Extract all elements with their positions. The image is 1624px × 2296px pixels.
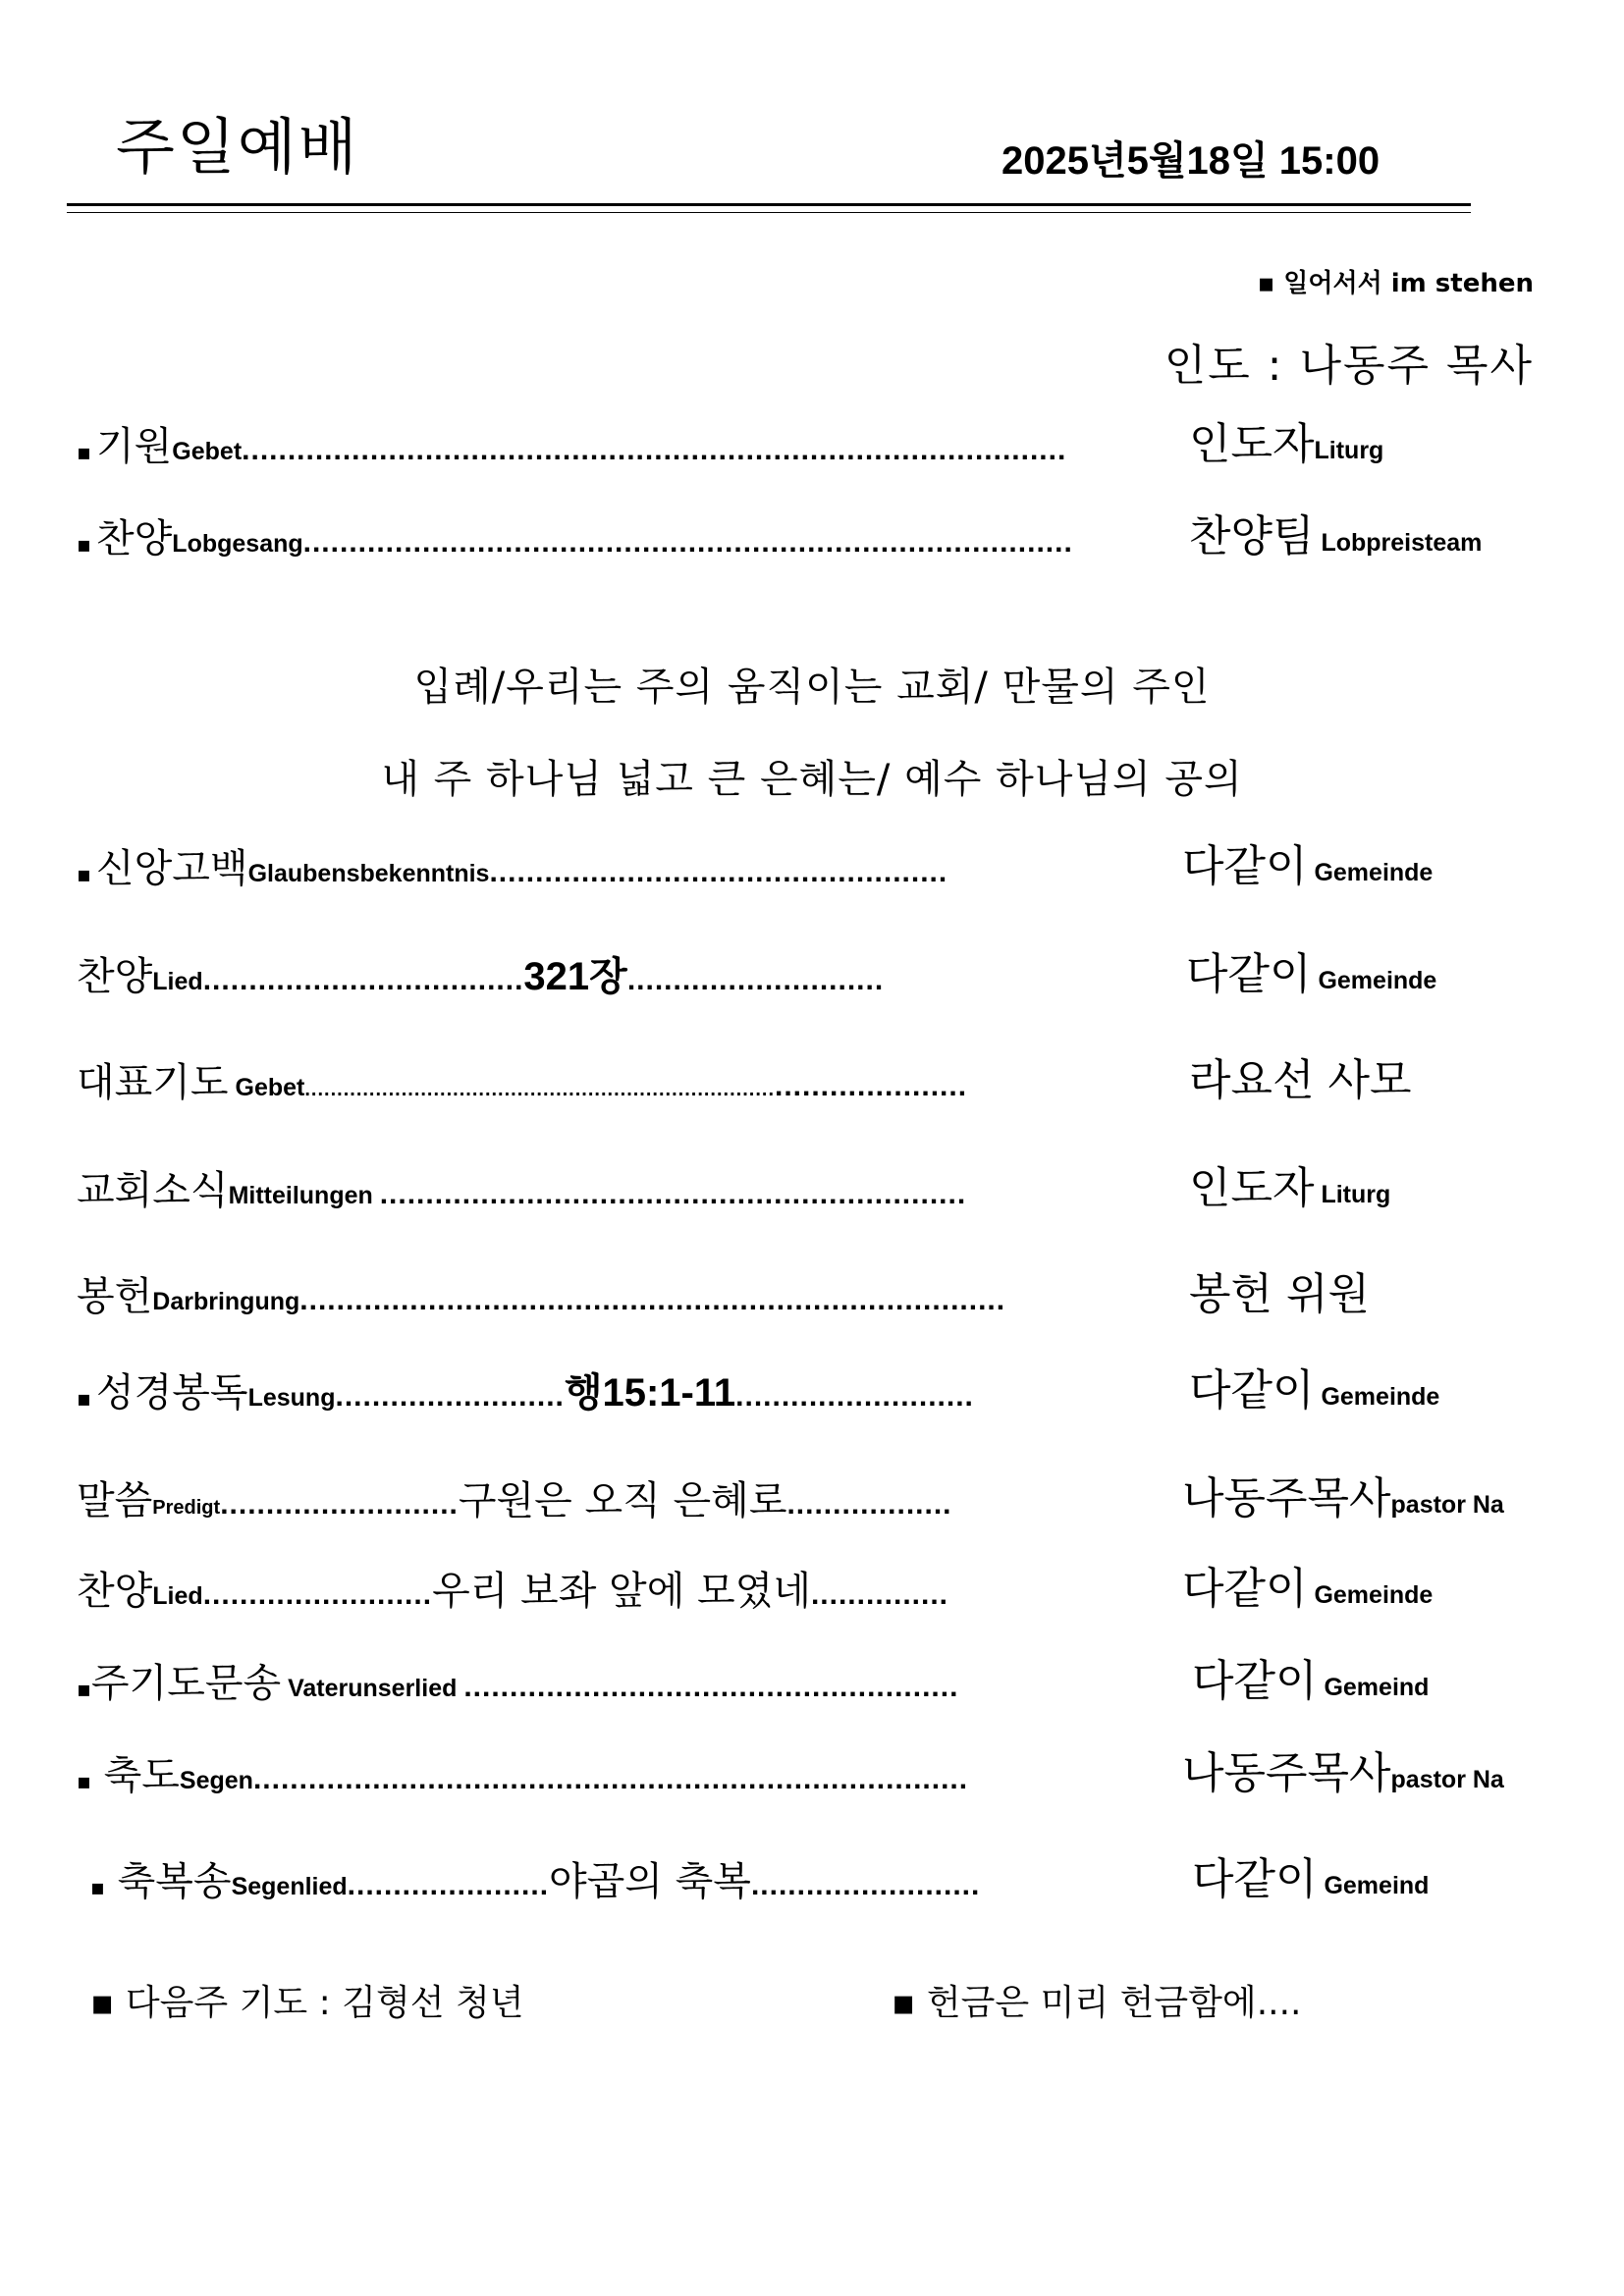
- item-responsible: 찬양팀 Lobpreisteam: [1189, 511, 1483, 561]
- order-item-creed: [77, 842, 1540, 901]
- item-responsible: 인도자Liturg: [1189, 419, 1384, 469]
- item-title: 말씀Predigt..........................구원은 오직 은혜로..................: [77, 1478, 952, 1523]
- item-title: 봉헌Darbringung.............................................................................: [77, 1274, 1006, 1319]
- item-title: 교회소식Mitteilungen ................................................................: [77, 1168, 967, 1213]
- item-responsible: 다같이 Gemeinde: [1189, 1365, 1440, 1415]
- order-item-praise: [77, 512, 1540, 571]
- item-title: ▪ 찬양Lobgesang....................................................................................: [77, 516, 1073, 561]
- item-responsible: 봉헌 위원: [1189, 1269, 1371, 1319]
- item-responsible: 라요선 사모: [1189, 1055, 1412, 1105]
- item-responsible: 다같이 Gemeind: [1192, 1854, 1430, 1904]
- item-title: 찬양Lied.........................우리 보좌 앞에 모였네...............: [77, 1569, 948, 1614]
- order-item-sermon: [77, 1474, 1540, 1533]
- order-item-hymn-2: [77, 1565, 1540, 1624]
- item-responsible: 나동주목사pastor Na: [1182, 1473, 1504, 1523]
- item-title: 대표기도 Gebet..............................................................................................: [77, 1060, 968, 1105]
- order-item-prayer: [77, 1056, 1540, 1115]
- service-date: 2025년5월18일 15:00: [1001, 139, 1380, 183]
- order-item-announcements: [77, 1164, 1540, 1223]
- item-title: ▪ 성경봉독Lesung.........................행15:1-11..........................: [77, 1370, 974, 1415]
- offering-note: ▪ 헌금은 미리 헌금함에....: [892, 1983, 1302, 2023]
- order-item-lords-prayer: [77, 1657, 1540, 1716]
- order-item-benediction: [77, 1749, 1540, 1808]
- page-title: 주일예배: [116, 111, 359, 183]
- order-item-hymn: [77, 950, 1540, 1009]
- order-item-reading: [77, 1366, 1540, 1425]
- item-responsible: 나동주목사pastor Na: [1182, 1748, 1504, 1798]
- order-item-invocation: [77, 420, 1540, 479]
- order-item-offering: [77, 1270, 1540, 1329]
- leader-line: 인도 : 나동주 목사: [1164, 341, 1534, 391]
- order-item-blessing-song: [90, 1855, 1553, 1914]
- hymn-line-2: 내 주 하나님 넓고 큰 은혜는/ 예수 하나님의 공의: [381, 757, 1243, 802]
- next-week-prayer: ▪ 다음주 기도 : 김형선 청년: [90, 1983, 524, 2023]
- item-responsible: 다같이 Gemeinde: [1186, 949, 1437, 999]
- item-responsible: 다같이 Gemeinde: [1182, 841, 1434, 891]
- item-title: ▪ 신앙고백Glaubensbekenntnis..................................................: [77, 846, 948, 891]
- item-title: ▪주기도문송 Vaterunserlied ......................................................: [77, 1661, 959, 1706]
- item-title: 찬양Lied...................................321장............................: [77, 954, 885, 999]
- hymn-line-1: 입례/우리는 주의 움직이는 교회/ 만물의 주인: [413, 665, 1211, 710]
- standing-note: ▪ 일어서서 im stehen: [1257, 269, 1534, 298]
- header-rule: [67, 203, 1471, 206]
- item-responsible: 다같이 Gemeinde: [1182, 1564, 1434, 1614]
- item-title: ▪ 축복송Segenlied......................야곱의 축복.........................: [90, 1859, 981, 1904]
- item-responsible: 인도자 Liturg: [1189, 1163, 1391, 1213]
- item-title: ▪ 축도Segen..............................................................................: [77, 1753, 969, 1798]
- header-rule-thin: [67, 212, 1471, 213]
- item-responsible: 다같이 Gemeind: [1192, 1656, 1430, 1706]
- item-title: ▪ 기원Gebet..........................................................................................: [77, 424, 1067, 469]
